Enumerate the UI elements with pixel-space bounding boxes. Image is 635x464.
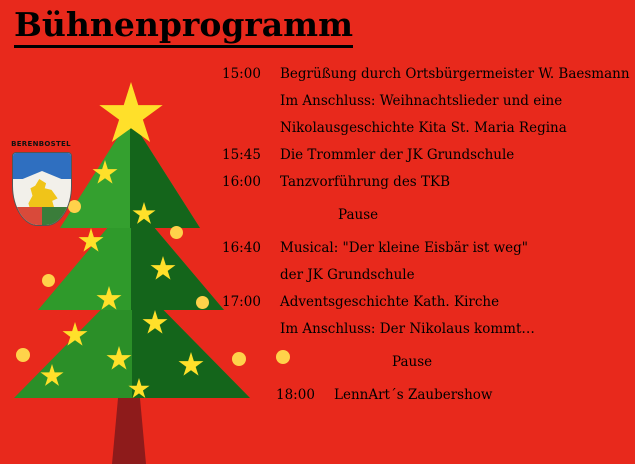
program-row — [222, 383, 630, 408]
program-time: 16:00 — [222, 174, 261, 190]
shield-icon — [12, 152, 72, 226]
program-description: Pause — [392, 354, 433, 370]
program-description: Die Trommler der JK Grundschule — [280, 147, 515, 163]
program-description: Musical: "Der kleine Eisbär ist weg" — [280, 240, 528, 256]
program-description: Im Anschluss: Der Nikolaus kommt… — [280, 321, 535, 337]
program-description: der JK Grundschule — [280, 267, 415, 283]
program-list — [222, 62, 630, 410]
page-title: Bühnenprogramm — [14, 6, 353, 48]
ornament-ball-icon — [170, 226, 183, 239]
program-time: 18:00 — [276, 387, 315, 403]
program-row — [222, 143, 630, 168]
program-row — [222, 62, 630, 87]
program-description: Adventsgeschichte Kath. Kirche — [280, 294, 500, 310]
ornament-ball-icon — [16, 348, 30, 362]
ornament-ball-icon — [196, 296, 209, 309]
program-row-pause — [222, 203, 630, 228]
program-description: Pause — [338, 207, 379, 223]
shield-bottom-left-field — [13, 207, 42, 225]
program-row — [222, 116, 630, 141]
program-time: 17:00 — [222, 294, 261, 310]
program-description: Tanzvorführung des TKB — [280, 174, 451, 190]
crest-label: BERENBOSTEL — [11, 140, 71, 148]
program-row — [222, 89, 630, 114]
shield-bottom-right-field — [42, 207, 71, 225]
program-description: Begrüßung durch Ortsbürgermeister W. Baesmann — [280, 66, 630, 82]
program-description: LennArt´s Zaubershow — [334, 387, 493, 403]
program-row — [222, 290, 630, 315]
berenbostel-coat-of-arms — [8, 140, 74, 232]
program-row — [222, 317, 630, 342]
program-time: 16:40 — [222, 240, 261, 256]
program-description: Im Anschluss: Weihnachtslieder und eine — [280, 93, 563, 109]
program-row — [222, 170, 630, 195]
program-row-pause — [222, 350, 630, 375]
program-description: Nikolausgeschichte Kita St. Maria Regina — [280, 120, 567, 136]
program-row — [222, 263, 630, 288]
program-row — [222, 236, 630, 261]
program-time: 15:45 — [222, 147, 261, 163]
program-time: 15:00 — [222, 66, 261, 82]
ornament-ball-icon — [42, 274, 55, 287]
